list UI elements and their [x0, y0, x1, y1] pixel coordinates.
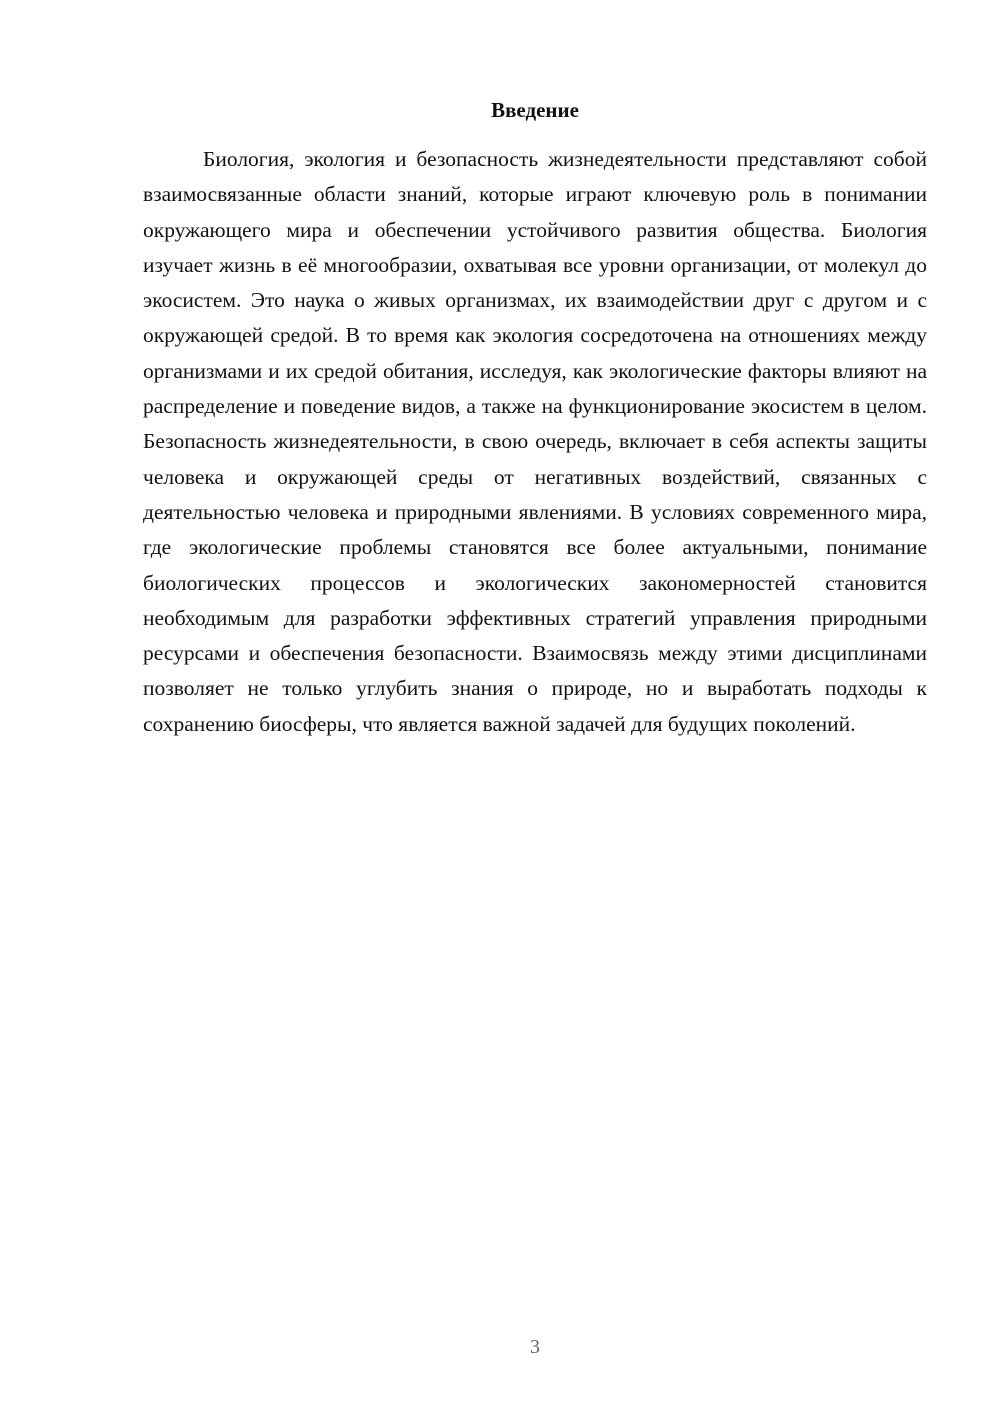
page-number: 3: [530, 1336, 540, 1358]
section-heading: Введение: [491, 98, 579, 122]
body-paragraph: Биология, экология и безопасность жизнедеятельности представляют собой взаимосвязанные области знаний, которые играют ключевую роль в понимании окружающего мира и обеспечении устойчивого развития общества. Биология изучает жизнь в её многообразии, охватывая все уровни организации, от молекул до экосистем. Это наука о живых организмах, их взаимодействии друг с другом и с окружающей средой. В то время как экология сосредоточена на отношениях между организмами и их средой обитания, исследуя, как экологические факторы влияют на распределение и поведение видов, а также на функционирование экосистем в целом. Безопасность жизнедеятельности, в свою очередь, включает в себя аспекты защиты человека и окружающей среды от негативных воздействий, связанных с деятельностью человека и природными явлениями. В условиях современного мира, где экологические проблемы становятся все более актуальными, понимание биологических процессов и экологических закономерностей становится необходимым для разработки эффективных стратегий управления природными ресурсами и обеспечения безопасности. Взаимосвязь между этими дисциплинами позволяет не только углубить знания о природе, но и выработать подходы к сохранению биосферы, что является важной задачей для будущих поколений.: [143, 147, 927, 736]
